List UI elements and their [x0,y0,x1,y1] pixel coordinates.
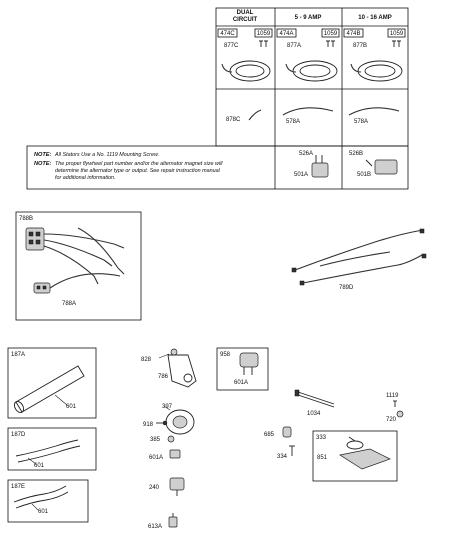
label-601: 601 [38,509,49,515]
boxed-part-187D [8,428,96,470]
note2-prefix: NOTE: [34,161,52,167]
label-385: 385 [150,437,161,443]
label-851: 851 [317,455,328,461]
screw-icon [259,41,268,47]
label-877C: 877C [224,43,239,49]
label-788A: 788A [62,301,77,307]
note1-text: All Stators Use a No. 1119 Mounting Screw. [55,152,160,158]
hose-icon [16,440,80,462]
notes-box [27,146,408,189]
box-187A: 187A [11,352,26,358]
wire-icon [349,108,399,115]
label-601: 601 [34,463,45,469]
label-828: 828 [141,357,152,363]
label-878C: 878C [226,117,241,123]
code-1059: 1059 [389,31,404,37]
nut-icon [168,436,174,442]
note1-prefix: NOTE: [34,152,52,158]
solenoid-icon [240,353,258,375]
fitting-613A [169,513,177,527]
label-1119: 1119 [386,393,399,399]
label-1034: 1034 [307,411,321,417]
screw-icon [326,41,335,47]
note2-line1: The proper flywheel part number and/or the alternator magnet size will [55,161,223,167]
box-958: 958 [220,352,231,358]
screw-icon [156,421,167,425]
harness-789D [292,229,426,291]
harness-788-group [16,212,141,320]
bracket-786 [159,349,196,387]
stator-ring-icon [222,61,270,81]
header-10-16-amp: 10 - 16 AMP [358,15,392,21]
header-dual: DUAL CIRCUIT [232,10,258,23]
label-501B: 501B [357,172,372,178]
label-601A: 601A [149,455,164,461]
label-685: 685 [264,432,275,438]
bolt-icon [289,446,295,456]
label-877A: 877A [287,43,302,49]
connector-icon [170,450,180,458]
label-578A: 578A [354,119,369,125]
code-474C: 474C [220,31,235,37]
wire-icon [283,108,333,115]
stator-ring-icon [286,61,337,81]
label-501A: 501A [294,172,309,178]
connector-icon [34,283,50,293]
connector-icon [26,228,44,250]
wire-icon [249,110,261,120]
box-187E: 187E [11,484,26,490]
cable-tie-1034 [295,390,334,407]
screw-icon [393,401,397,407]
note2-line3: for additional information. [55,175,116,181]
code-1059: 1059 [256,31,271,37]
label-240: 240 [149,485,160,491]
oil-sensor-240 [170,478,184,496]
stator-table [216,8,408,146]
grommet-685 [283,427,291,437]
label-334: 334 [277,454,288,460]
label-601A: 601A [234,380,249,386]
label-578A: 578A [286,119,301,125]
label-601: 601 [66,404,77,410]
label-918: 918 [143,422,154,428]
code-1059: 1059 [323,31,338,37]
label-789D: 789D [339,285,354,291]
box-788B: 788B [19,216,34,222]
boxed-part-187E [8,480,88,522]
label-526A: 526A [299,151,314,157]
box-333: 333 [316,435,327,441]
boxed-part-958 [217,348,268,390]
ignition-module-397 [164,406,194,434]
label-526B: 526B [349,151,364,157]
code-474B: 474B [346,31,361,37]
code-474A: 474A [279,31,294,37]
label-786: 786 [158,374,169,380]
note2-line2: determine the alternator type or output. See repair instruction manual [55,168,220,174]
washer-icon [397,411,403,417]
boxed-part-187A [8,348,96,418]
boxed-part-333 [313,431,397,481]
regulator-icon [312,155,328,177]
label-613A: 613A [148,524,163,530]
label-397: 397 [162,404,173,410]
armature-icon [340,437,390,469]
label-720: 720 [386,417,397,423]
screw-icon [392,41,401,47]
box-187A-frame [8,348,96,418]
header-5-9-amp: 5 - 9 AMP [294,15,322,21]
box-187D: 187D [11,432,26,438]
stator-ring-icon [351,61,402,81]
label-877B: 877B [353,43,368,49]
